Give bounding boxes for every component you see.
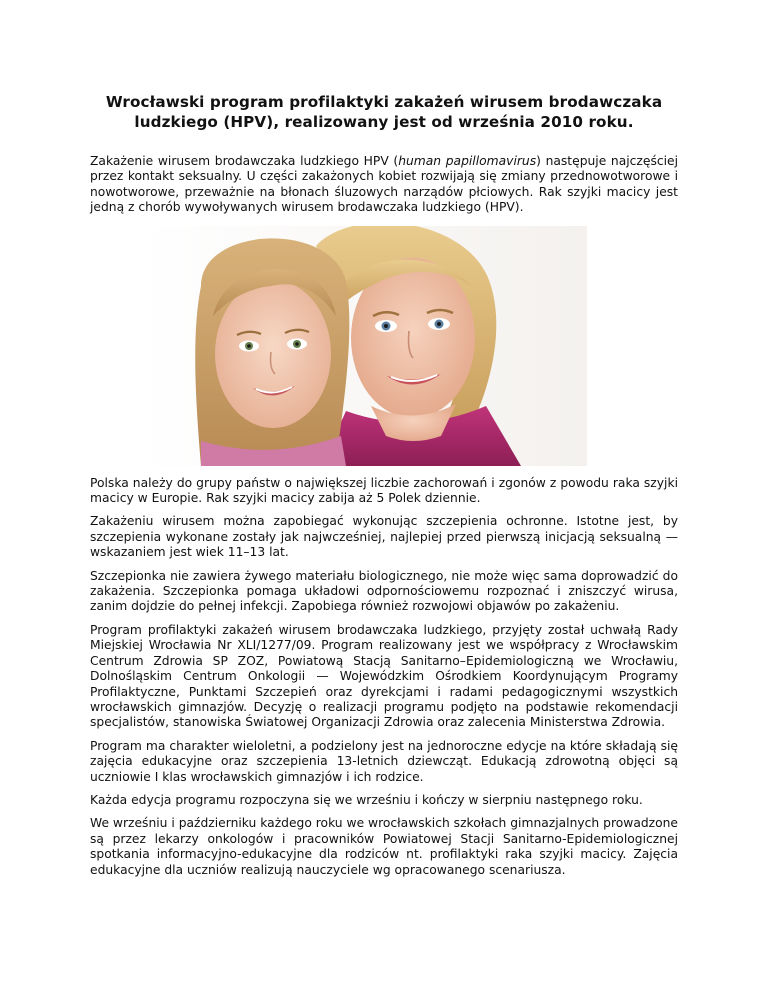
paragraph-2: Zakażeniu wirusem można zapobiegać wykonując szczepienia ochronne. Istotne jest, by szczepienia wykonane zostały jak najwcześniej, najlepiej przed pierwszą inicjacją seksualną — wskazaniem jest wiek 11–13 lat.	[90, 514, 678, 560]
paragraph-1: Polska należy do grupy państw o największej liczbie zachorowań i zgonów z powodu raka szyjki macicy w Europie. Rak szyjki macicy zabija aż 5 Polek dziennie.	[90, 475, 678, 506]
paragraph-6: Każda edycja programu rozpoczyna się we wrześniu i kończy w sierpniu następnego roku.	[90, 792, 643, 807]
intro-text-end: ) następuje najczęściej przez kontakt seksualny. U części zakażonych kobiet rozwijają się zmiany przednowotworowe i nowotworowe, przeważnie na błonach śluzowych narządów płciowych. Rak szyjki macicy jest jedną z chorób wywoływanych wirusem brodawczaka ludzkiego (HPV).	[90, 154, 679, 215]
mother-daughter-photo	[141, 226, 587, 466]
document-title: Wrocławski program profilaktyki zakażeń wirusem brodawczaka ludzkiego (HPV), realizowany jest od września 2010 roku.	[105, 93, 663, 131]
paragraph-3: Szczepionka nie zawiera żywego materiału biologicznego, nie może więc sama doprowadzić do zakażenia. Szczepionka pomaga układowi odpornościowemu rozpoznać i zniszczyć wirusa, zanim dojdzie do pełnej infekcji. Zapobiega również rozwojowi objawów po zakażeniu.	[90, 568, 678, 614]
paragraph-4: Program profilaktyki zakażeń wirusem brodawczaka ludzkiego, przyjęty został uchwałą Rady Miejskiej Wrocławia Nr XLI/1277/09. Program realizowany jest we współpracy z Wrocławskim Centrum Zdrowia SP ZOZ, Powiatową Stacją Sanitarno–Epidemiologiczną we Wrocławiu, Dolnośląskim Centrum Onkologii — Wojewódzkim Ośrodkiem Koordynującym Programy Profilaktyczne, Punktami Szczepień oraz dyrekcjami i radami pedagogicznymi wszystkich wrocławskich gimnazjów. Decyzję o realizacji programu podjęto na podstawie rekomendacji specjalistów, stanowiska Światowej Organizacji Zdrowia oraz zalecenia Ministerstwa Zdrowia.	[90, 622, 678, 730]
document-page	[90, 92, 678, 886]
paragraph-5: Program ma charakter wieloletni, a podzielony jest na jednoroczne edycje na które składają się zajęcia edukacyjne oraz szczepienia 13-letnich dziewcząt. Edukacją zdrowotną objęci są uczniowie I klas wrocławskich gimnazjów i ich rodzice.	[90, 738, 678, 784]
paragraph-7: We wrześniu i październiku każdego roku we wrocławskich szkołach gimnazjalnych prowadzone są przez lekarzy onkologów i pracowników Powiatowej Stacji Sanitarno-Epidemiologicznej spotkania informacyjno-edukacyjne dla rodziców nt. profilaktyki raka szyjki macicy. Zajęcia edukacyjne dla uczniów realizują nauczyciele wg opracowanego scenariusza.	[90, 816, 678, 877]
intro-paragraph	[90, 154, 678, 216]
photo-container	[90, 226, 678, 466]
intro-text-start: Zakażenie wirusem brodawczaka ludzkiego HPV (	[90, 154, 399, 168]
intro-italic-term: human papillomavirus	[398, 154, 537, 168]
